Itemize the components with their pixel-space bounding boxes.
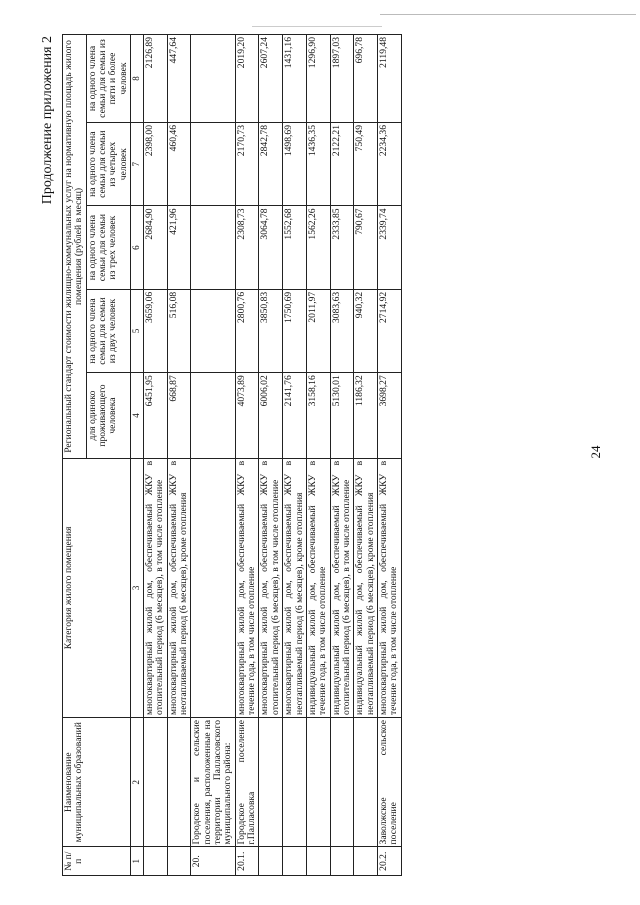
table-row [235,35,259,876]
municipality-name [283,717,307,847]
standard-value: 1897,03 [330,35,354,123]
standard-value: 668,87 [167,373,191,459]
standard-value: 2170,73 [235,122,259,205]
row-number [167,847,191,876]
standard-value: 1186,32 [354,373,378,459]
continuation-label: Продолжение приложения 2 [40,36,55,205]
table-row [378,35,402,876]
housing-category: многоквартирный жилой дом, обеспечиваемый ЖКУ в отопительный период (6 месяцев), в том числе отопление [143,458,167,717]
col-index: 4 [131,373,144,459]
page-number: 24 [588,445,603,459]
table-row [330,35,354,876]
standards-table [62,34,402,876]
col-index: 6 [131,206,144,289]
standard-value: 2011,97 [306,289,330,372]
standard-value: 696,78 [354,35,378,123]
header-sub-4: на одного члена семьи для семьи из четырех человек [86,122,130,205]
municipality-name [306,717,330,847]
header-sub-2: на одного члена семьи для семьи из двух человек [86,289,130,372]
col-index: 5 [131,289,144,372]
standard-value: 790,67 [354,206,378,289]
col-index: 2 [131,717,144,847]
standard-value: 2019,20 [235,35,259,123]
standard-value: 3698,27 [378,373,402,459]
standard-value: 2234,36 [378,122,402,205]
header-row-1 [63,35,87,876]
standard-value: 1498,69 [283,122,307,205]
standard-value: 2333,85 [330,206,354,289]
municipality-name: Городское поселение г.Палласовка [235,717,259,847]
header-standard: Региональный стандарт стоимости жилищно-коммунальных услуг на нормативную площадь жилого помещения (рублей в месяц) [63,35,87,459]
standard-value: 447,64 [167,35,191,123]
standard-value: 2684,90 [143,206,167,289]
housing-category [191,458,235,717]
row-number [306,847,330,876]
row-number: 20.2. [378,847,402,876]
row-number [354,847,378,876]
standard-value: 2339,74 [378,206,402,289]
housing-category: многоквартирный жилой дом, обеспечиваемый ЖКУ в течение года, в том числе отопление [378,458,402,717]
table-row [259,35,283,876]
standard-value: 1552,68 [283,206,307,289]
row-number [330,847,354,876]
municipality-name [167,717,191,847]
standard-value: 3850,83 [259,289,283,372]
standard-value: 2308,73 [235,206,259,289]
col-index: 7 [131,122,144,205]
standard-value: 2122,21 [330,122,354,205]
housing-category: многоквартирный жилой дом, обеспечиваемый ЖКУ в неотапливаемый период (6 месяцев), кроме отопления [167,458,191,717]
standard-value: 940,32 [354,289,378,372]
standard-value: 3158,16 [306,373,330,459]
col-index: 3 [131,458,144,717]
housing-category: многоквартирный жилой дом, обеспечиваемый ЖКУ в течение года, в том числе отопление [235,458,259,717]
header-sub-1: для одиноко проживающего человека [86,373,130,459]
municipality-name [259,717,283,847]
standard-value: 6006,02 [259,373,283,459]
standard-value: 516,08 [167,289,191,372]
standard-value: 3659,06 [143,289,167,372]
standard-value [191,35,235,123]
header-municipality: Наименование муниципальных образований [63,717,131,847]
standard-value [191,206,235,289]
municipality-name: Заволжское сельское поселение [378,717,402,847]
row-number [283,847,307,876]
standard-value: 2119,48 [378,35,402,123]
standard-value: 2714,92 [378,289,402,372]
rotated-page [40,22,603,882]
table-row [167,35,191,876]
row-number [259,847,283,876]
standard-value: 6451,95 [143,373,167,459]
standard-value: 4073,89 [235,373,259,459]
standard-value: 1436,35 [306,122,330,205]
table-row [354,35,378,876]
standard-value: 2398,00 [143,122,167,205]
municipality-name [143,717,167,847]
header-sub-5: на одного члена семьи для семьи из пяти и более человек [86,35,130,123]
housing-category: индивидуальный жилой дом, обеспечиваемый ЖКУ в течение года, в том числе отопление [306,458,330,717]
standard-value: 421,96 [167,206,191,289]
standard-value: 1296,90 [306,35,330,123]
header-category: Категория жилого помещения [63,458,131,717]
standard-value: 460,46 [167,122,191,205]
standard-value: 2800,76 [235,289,259,372]
housing-category: многоквартирный жилой дом, обеспечиваемый ЖКУ в отопительный период (6 месяцев), в том числе отопление [259,458,283,717]
standard-value: 2842,78 [259,122,283,205]
standard-value: 2126,89 [143,35,167,123]
table-body [143,35,401,876]
housing-category: индивидуальный жилой дом, обеспечиваемый ЖКУ в неотапливаемый период (6 месяцев), кроме отопления [354,458,378,717]
row-number [143,847,167,876]
standard-value [191,373,235,459]
table-row [143,35,167,876]
header-no: № п/п [63,847,131,876]
table-row [283,35,307,876]
standard-value: 1750,69 [283,289,307,372]
standard-value: 1431,16 [283,35,307,123]
col-index: 1 [131,847,144,876]
header-sub-3: на одного члена семьи для семьи из трех человек [86,206,130,289]
standard-value: 2141,76 [283,373,307,459]
municipality-name [330,717,354,847]
column-index-row [131,35,144,876]
row-number: 20.1. [235,847,259,876]
standard-value: 5130,01 [330,373,354,459]
standard-value: 3083,63 [330,289,354,372]
table-row [306,35,330,876]
standard-value: 2607,24 [259,35,283,123]
scan-line [380,14,636,15]
standard-value [191,122,235,205]
row-number: 20. [191,847,235,876]
municipality-name [354,717,378,847]
table-row [191,35,235,876]
standard-value: 750,49 [354,122,378,205]
housing-category: многоквартирный жилой дом, обеспечиваемый ЖКУ в неотапливаемый период (6 месяцев), кроме отопления [283,458,307,717]
standard-value: 1562,26 [306,206,330,289]
municipality-name: Городское и сельские поселения, расположенные на территории Палласовского муниципального района: [191,717,235,847]
col-index: 8 [131,35,144,123]
standard-value: 3064,78 [259,206,283,289]
standard-value [191,289,235,372]
housing-category: индивидуальный жилой дом, обеспечиваемый ЖКУ в отопительный период (6 месяцев), в том числе отопление [330,458,354,717]
